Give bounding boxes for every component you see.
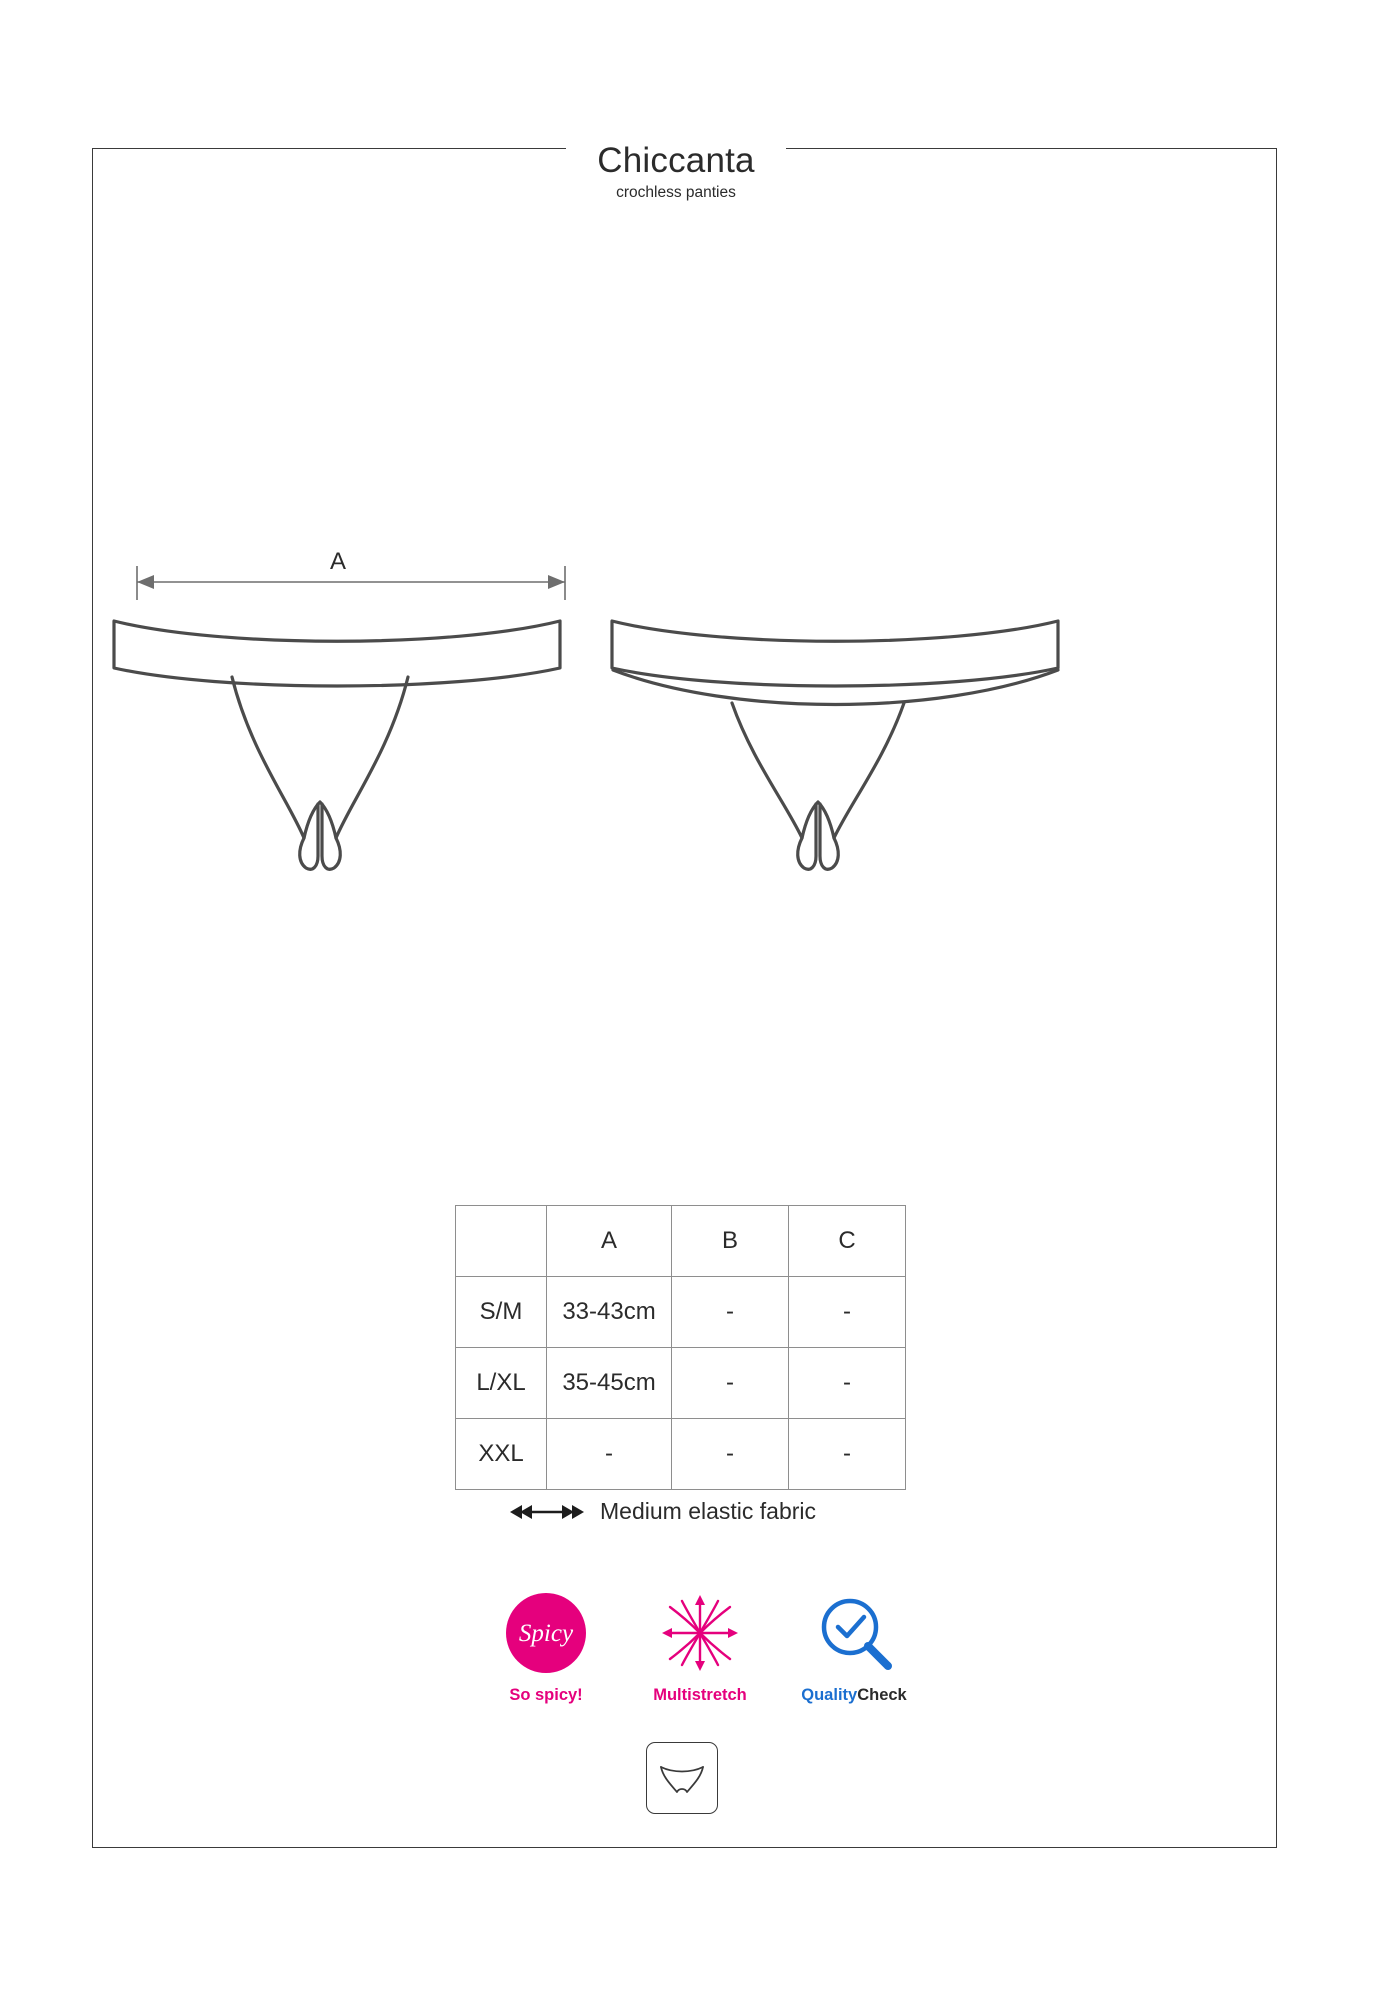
row-sm-a: 33-43cm (547, 1277, 672, 1348)
badge-label-quality-part2: Check (857, 1686, 907, 1704)
badge-label-multistretch: Multistretch (653, 1686, 747, 1704)
header-b: B (672, 1206, 789, 1277)
double-arrow-icon (508, 1501, 586, 1523)
thong-pictogram-icon (657, 1761, 707, 1795)
spicy-circle-icon (490, 1590, 602, 1676)
brand-block (566, 108, 786, 201)
row-size-xxl: XXL (456, 1419, 547, 1490)
technical-drawings (92, 520, 1277, 940)
product-type-pictogram (646, 1742, 718, 1814)
feature-badges (490, 1590, 910, 1705)
table-header-row (456, 1206, 906, 1277)
elastic-fabric-note (508, 1498, 816, 1525)
dimension-label-a: A (330, 548, 347, 575)
elastic-note-text: Medium elastic fabric (600, 1498, 817, 1524)
table-row (456, 1348, 906, 1419)
badge-label-qualitycheck (798, 1686, 910, 1705)
row-sm-b: - (672, 1277, 789, 1348)
row-lxl-a: 35-45cm (547, 1348, 672, 1419)
header-c: C (789, 1206, 906, 1277)
svg-text:Spicy: Spicy (518, 1620, 574, 1647)
table-row (456, 1419, 906, 1490)
brand-name: Chiccanta (597, 141, 755, 180)
row-size-lxl: L/XL (456, 1348, 547, 1419)
row-xxl-c: - (789, 1419, 906, 1490)
badge-so-spicy (490, 1590, 602, 1705)
row-xxl-a: - (547, 1419, 672, 1490)
header-blank (456, 1206, 547, 1277)
badge-multistretch (644, 1590, 756, 1705)
header-a: A (547, 1206, 672, 1277)
badge-qualitycheck (798, 1590, 910, 1705)
row-sm-c: - (789, 1277, 906, 1348)
badge-label-spicy: So spicy! (509, 1686, 583, 1704)
table-row (456, 1277, 906, 1348)
row-lxl-c: - (789, 1348, 906, 1419)
row-xxl-b: - (672, 1419, 789, 1490)
badge-label-quality-part1: Quality (801, 1686, 858, 1704)
multistretch-icon (644, 1590, 756, 1676)
brand-subtitle: crochless panties (616, 184, 736, 201)
magnifier-check-icon (798, 1590, 910, 1676)
size-table (455, 1205, 906, 1490)
row-lxl-b: - (672, 1348, 789, 1419)
row-size-sm: S/M (456, 1277, 547, 1348)
